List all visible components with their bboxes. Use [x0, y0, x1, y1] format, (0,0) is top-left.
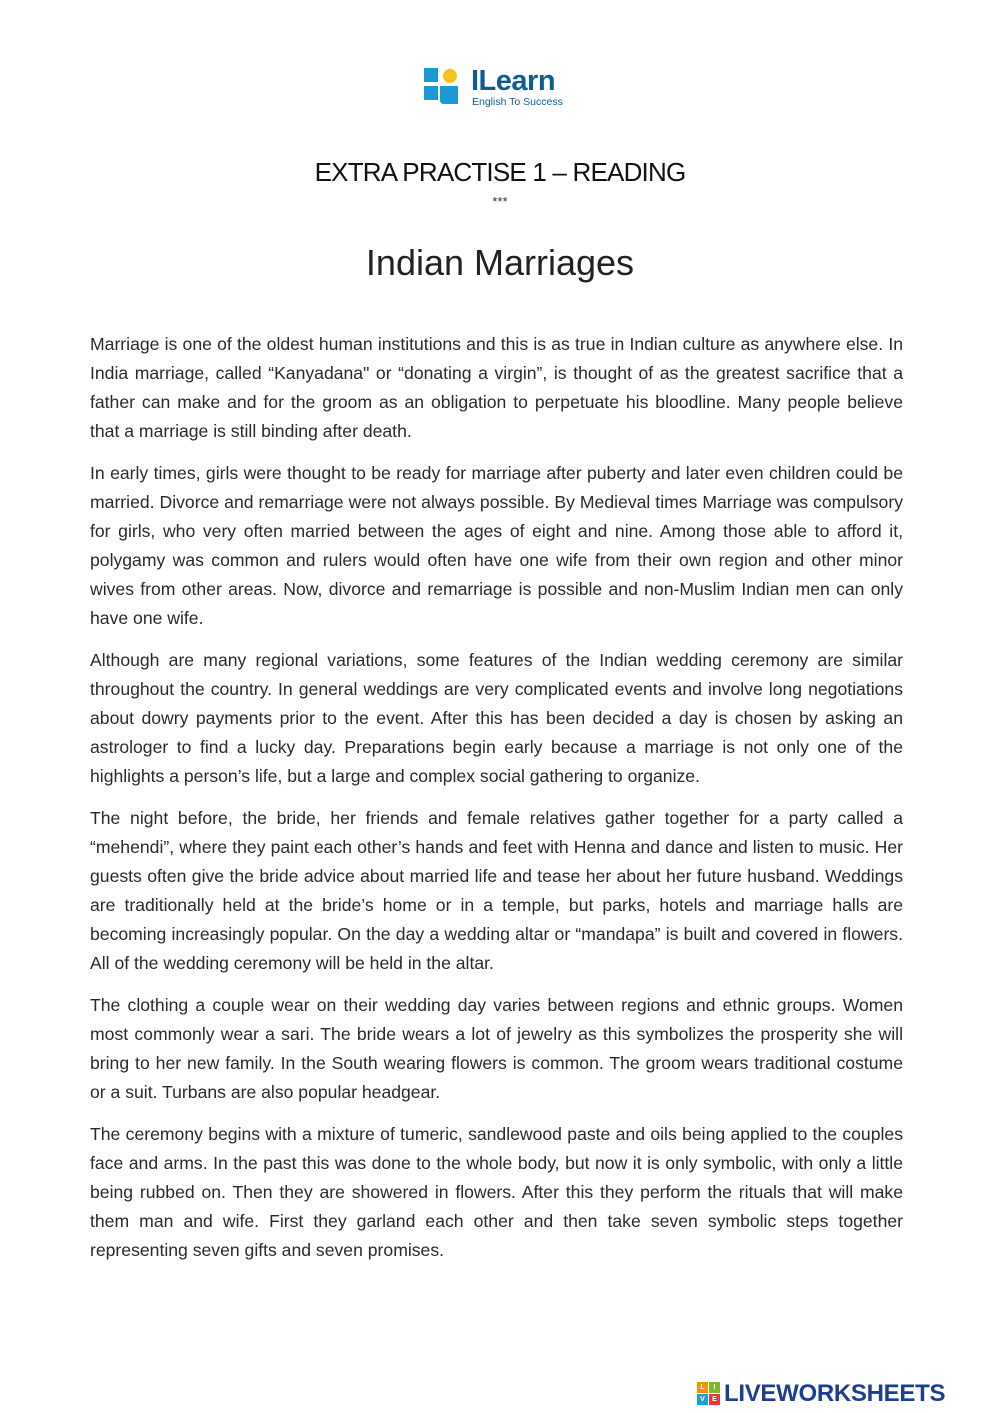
ilearn-logo-icon — [424, 66, 466, 108]
paragraph-3: Although are many regional variations, some features of the Indian wedding ceremony are similar throughout the country. In general weddings are very complicated events and involve long negotiations about dowry payments prior to the event. After this has been decided a day is chosen by asking an astrologer to find a lucky day. Preparations begin early because a marriage is not only one of the highlights a person’s life, but a large and complex social gathering to organize. — [90, 650, 903, 786]
paragraph-1: Marriage is one of the oldest human institutions and this is as true in Indian culture as anywhere else. In India marriage, called “Kanyadana" or “donating a virgin”, is thought of as the greatest sacrifice that a father can make and for the groom as an obligation to perpetuate his bloodline. Many people believe that a marriage is still binding after death. — [90, 334, 903, 441]
paragraph-6: The ceremony begins with a mixture of tumeric, sandlewood paste and oils being applied to the couples face and arms. In the past this was done to the whole body, but now it is only symbolic, with only a little being rubbed on. Then they are showered in flowers. After this they perform the rituals that will make them man and wife. First they garland each other and then take seven symbolic steps together representing seven gifts and seven promises. — [90, 1124, 903, 1260]
separator-stars: *** — [492, 194, 508, 209]
worksheet-heading: EXTRA PRACTISE 1 – READING — [314, 157, 686, 187]
paragraph-4: The night before, the bride, her friends and female relatives gather together for a party called a “mehendi”, where they paint each other’s hands and feet with Henna and dance and listen to music. Her guests often give the bride advice about married life and tease her about her future husband. Weddings are traditionally held at the bride’s home or in a temple, but parks, hotels and marriage halls are becoming increasingly popular. On the day a wedding altar or “mandapa” is built and covered in flowers. All of the wedding ceremony will be held in the altar. — [90, 808, 903, 973]
reading-passage — [90, 330, 903, 1278]
liveworksheets-text: LIVEWORKSHEETS — [724, 1380, 946, 1407]
liveworksheets-watermark — [697, 1381, 997, 1407]
lw-block-e: E — [709, 1394, 720, 1405]
lw-block-i: I — [709, 1382, 720, 1393]
logo-name: ILearn — [471, 65, 556, 97]
lw-block-l: L — [697, 1382, 708, 1393]
paragraph-5: The clothing a couple wear on their wedding day varies between regions and ethnic groups. Women most commonly wear a sari. The bride wears a lot of jewelry as this symbolizes the prosperity she will bring to her new family. In the South wearing flowers is common. The groom wears traditional costume or a suit. Turbans are also popular headgear. — [90, 995, 903, 1102]
liveworksheets-logo-icon — [697, 1382, 721, 1406]
logo-tagline: English To Success — [472, 96, 563, 108]
paragraph-2: In early times, girls were thought to be ready for marriage after puberty and later even children could be married. Divorce and remarriage were not always possible. By Medieval times Marriage was compulsory for girls, who very often married between the ages of eight and nine. Among those able to afford it, polygamy was common and rulers would often have one wife from their own region and other minor wives from other areas. Now, divorce and remarriage is possible and non-Muslim Indian men can only have one wife. — [90, 463, 903, 628]
reading-title: Indian Marriages — [365, 242, 635, 283]
lw-block-v: V — [697, 1394, 708, 1405]
ilearn-logo — [424, 66, 584, 112]
